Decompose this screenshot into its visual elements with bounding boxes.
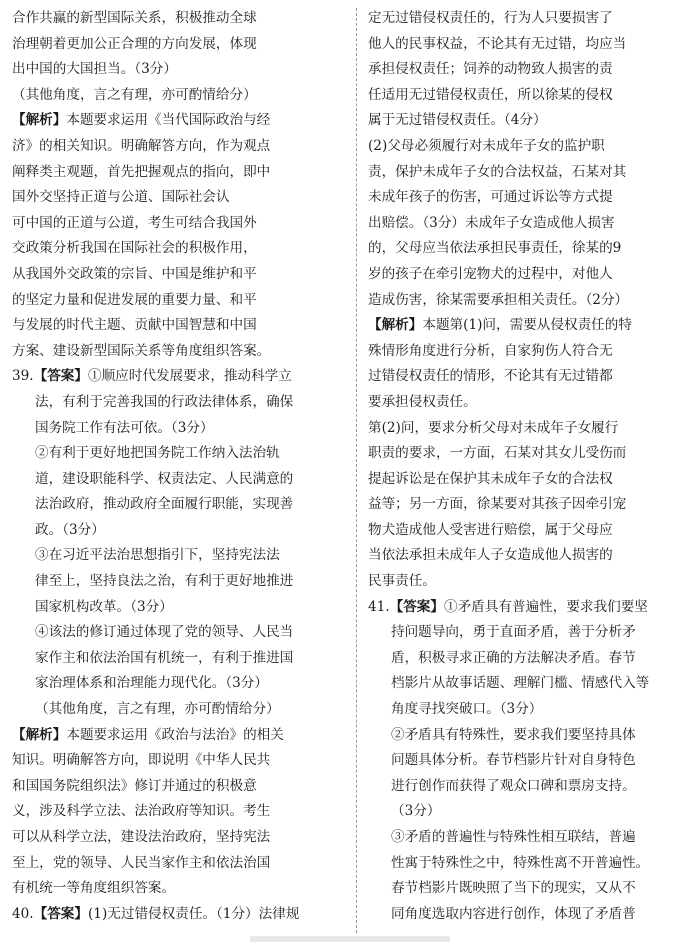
line-text: 国家机构改革。（3分） (35, 598, 173, 615)
line-text: 治理朝着更加公正合理的方向发展，体现 (12, 35, 257, 52)
text-line (12, 799, 346, 825)
line-text: （其他角度，言之有理，亦可酌情给分） (35, 701, 280, 718)
text-line (12, 543, 346, 569)
text-line (12, 518, 346, 544)
line-text: (2)父母必须履行对未成年子女的监护职 (368, 137, 605, 154)
text-line (368, 697, 686, 723)
text-line (12, 671, 346, 697)
text-line (12, 697, 346, 723)
text-line (12, 825, 346, 851)
line-text: 知识。明确解答方向，即说明《中华人民共 (12, 752, 271, 769)
line-text: 未成年孩子的伤害，可通过诉讼等方式提 (368, 189, 613, 206)
line-text: 责，保护未成年子女的合法权益，石某对其 (368, 163, 627, 180)
line-text: 可以从科学立法，建设法治政府，坚持宪法 (12, 829, 271, 845)
text-line (368, 390, 686, 416)
text-line (368, 160, 686, 186)
text-line (12, 620, 346, 646)
text-line (368, 799, 686, 825)
text-line (12, 32, 346, 58)
line-text: 春节档影片既映照了当下的现实，又从不 (391, 880, 636, 897)
line-text: 当依法承担未成年人子女造成他人损害的 (368, 547, 613, 564)
text-line (12, 902, 346, 928)
text-line (12, 262, 346, 288)
text-line (12, 390, 346, 416)
text-line (368, 723, 686, 749)
text-line (12, 748, 346, 774)
line-text: 岁的孩子在牵引宠物犬的过程中，对他人 (368, 265, 613, 282)
line-text: 方案、建设新型国际关系等角度组织答案。 (12, 342, 271, 359)
line-text: (1)无过错侵权责任。（1分）法律规 (88, 905, 300, 922)
line-text: 法治政府，推动政府全面履行职能，实现善 (35, 496, 294, 513)
line-text: 从我国外交政策的宗旨、中国是维护和平 (12, 265, 257, 282)
line-text: 本题要求运用《当代国际政治与经 (66, 112, 271, 129)
text-line (12, 441, 346, 467)
line-text: 物犬造成他人受害进行赔偿，属于父母应 (368, 521, 613, 538)
line-text: 同角度选取内容进行创作，体现了矛盾普 (391, 905, 636, 922)
text-line (368, 851, 686, 877)
text-line (368, 83, 686, 109)
text-line (368, 748, 686, 774)
line-text: （3分） (391, 803, 441, 820)
section-label: 【答案】 (33, 905, 88, 922)
line-text: 国外交坚持正道与公道、国际社会认 (12, 189, 230, 206)
text-line (368, 416, 686, 442)
line-text: 过错侵权责任的情形，不论其有无过错都 (368, 368, 613, 385)
text-line (368, 518, 686, 544)
line-text: ①顺应时代发展要求，推动科学立 (88, 368, 292, 385)
line-text: 合作共赢的新型国际关系，积极推动全球 (12, 10, 257, 26)
section-label: 【解析】 (368, 317, 423, 334)
line-text: 阐释类主观题，首先把握观点的指向，即中 (12, 163, 271, 180)
text-line (368, 569, 686, 595)
text-line (368, 236, 686, 262)
text-line (368, 492, 686, 518)
line-text: 法，有利于完善我国的行政法律体系，确保 (35, 393, 294, 410)
text-line (12, 134, 346, 160)
line-text: ②有利于更好地把国务院工作纳入法治轨 (35, 445, 280, 462)
line-text: 益等；另一方面，徐某要对其孩子因牵引宠 (368, 496, 627, 513)
line-text: 出赔偿。（3分）未成年子女造成他人损害 (368, 214, 615, 231)
text-line (368, 646, 686, 672)
text-line (368, 339, 686, 365)
text-line (12, 364, 346, 390)
text-line (368, 825, 686, 851)
text-line (368, 441, 686, 467)
text-line (12, 595, 346, 621)
text-line (368, 57, 686, 83)
line-text: 和国国务院组织法》修订并通过的积极意 (12, 777, 257, 794)
text-line (12, 83, 346, 109)
line-text: 持问题导向，勇于直面矛盾，善于分析矛 (391, 624, 636, 641)
line-text: 的，父母应当依法承担民事责任，徐某的9 (368, 240, 622, 257)
column-divider (356, 8, 357, 933)
text-line (368, 467, 686, 493)
line-text: 律至上，坚持良法之治，有利于更好地推进 (35, 573, 294, 590)
line-text: ④该法的修订通过体现了党的领导、人民当 (35, 624, 294, 641)
line-text: 至上，党的领导、人民当家作主和依法治国 (12, 854, 271, 871)
text-line (368, 671, 686, 697)
text-line (12, 467, 346, 493)
text-line (368, 774, 686, 800)
line-text: 交政策分析我国在国际社会的积极作用， (12, 240, 257, 257)
line-text: 要承担侵权责任。 (368, 393, 477, 410)
text-line (368, 876, 686, 902)
line-text: 档影片从故事话题、理解门槛、情感代入等 (391, 675, 650, 692)
text-line (12, 57, 346, 83)
text-line (368, 108, 686, 134)
question-number: 39. (12, 368, 34, 385)
text-line (12, 211, 346, 237)
text-line (368, 595, 686, 621)
text-line (12, 313, 346, 339)
text-line (12, 569, 346, 595)
text-line (12, 851, 346, 877)
text-line (368, 262, 686, 288)
text-line (12, 160, 346, 186)
line-text: 可中国的正道与公道，考生可结合我国外 (12, 214, 257, 231)
text-line (368, 134, 686, 160)
line-text: 有机统一等角度组织答案。 (12, 880, 176, 897)
line-text: 任适用无过错侵权责任，所以徐某的侵权 (368, 86, 613, 103)
line-text: 殊情形角度进行分析，自家狗伤人符合无 (368, 342, 613, 359)
text-line (12, 236, 346, 262)
line-text: 与发展的时代主题、贡献中国智慧和中国 (12, 317, 257, 334)
text-line (12, 108, 346, 134)
line-text: ②矛盾具有特殊性，要求我们要坚持具体 (391, 726, 636, 743)
line-text: 本题要求运用《政治与法治》的相关 (66, 726, 284, 743)
text-line (12, 339, 346, 365)
line-text: 定无过错侵权责任的，行为人只要损害了 (368, 10, 613, 26)
line-text: 本题第(1)问，需要从侵权责任的特 (422, 317, 632, 334)
line-text: ③矛盾的普遍性与特殊性相互联结，普遍 (391, 829, 636, 845)
line-text: 属于无过错侵权责任。（4分） (368, 112, 547, 129)
line-text: 他人的民事权益，不论其有无过错，均应当 (368, 35, 627, 52)
text-line (368, 211, 686, 237)
line-text: 问题具体分析。春节档影片针对自身特色 (391, 752, 636, 769)
question-number: 41. (368, 598, 390, 615)
text-line (368, 6, 686, 32)
line-text: 国务院工作有法可依。（3分） (35, 419, 214, 436)
line-text: 性寓于特殊性之中，特殊性离不开普遍性。 (391, 854, 650, 871)
line-text: 盾，积极寻求正确的方法解决矛盾。春节 (391, 649, 636, 666)
section-label: 【答案】 (33, 368, 88, 385)
left-column (12, 6, 346, 927)
text-line (368, 902, 686, 928)
line-text: 道，建设职能科学、权责法定、人民满意的 (35, 470, 294, 487)
text-line (368, 620, 686, 646)
line-text: 义，涉及科学立法、法治政府等知识。考生 (12, 803, 271, 820)
section-label: 【解析】 (12, 112, 67, 129)
text-line (12, 288, 346, 314)
footer-text-faint (250, 936, 450, 942)
text-line (12, 6, 346, 32)
text-line (12, 646, 346, 672)
line-text: 进行创作而获得了观众口碑和票房支持。 (391, 777, 636, 794)
line-text: 角度寻找突破口。（3分） (391, 701, 543, 718)
line-text: 民事责任。 (368, 573, 436, 590)
section-label: 【答案】 (389, 598, 444, 615)
text-line (12, 774, 346, 800)
line-text: 出中国的大国担当。（3分） (12, 61, 177, 78)
text-line (368, 543, 686, 569)
line-text: 家治理体系和治理能力现代化。（3分） (35, 675, 268, 692)
text-line (368, 364, 686, 390)
text-line (368, 288, 686, 314)
line-text: 造成伤害，徐某需要承担相关责任。（2分） (368, 291, 629, 308)
text-line (368, 185, 686, 211)
right-column (368, 6, 686, 927)
line-text: 承担侵权责任；饲养的动物致人损害的责 (368, 61, 613, 78)
line-text: ③在习近平法治思想指引下，坚持宪法法 (35, 547, 280, 564)
line-text: 政。（3分） (35, 521, 105, 538)
section-label: 【解析】 (12, 726, 67, 743)
question-number: 40. (12, 905, 34, 922)
text-line (368, 313, 686, 339)
line-text: （其他角度，言之有理，亦可酌情给分） (12, 86, 257, 103)
text-line (12, 723, 346, 749)
text-line (368, 32, 686, 58)
text-line (12, 492, 346, 518)
line-text: 职责的要求，一方面，石某对其女儿受伤而 (368, 445, 627, 462)
line-text: ①矛盾具有普遍性，要求我们要坚 (444, 598, 648, 615)
line-text: 提起诉讼是在保护其未成年子女的合法权 (368, 470, 613, 487)
line-text: 济》的相关知识。明确解答方向，作为观点 (12, 137, 271, 154)
text-line (12, 185, 346, 211)
text-line (12, 876, 346, 902)
text-line (12, 416, 346, 442)
line-text: 家作主和依法治国有机统一，有利于推进国 (35, 649, 294, 666)
line-text: 的坚定力量和促进发展的重要力量、和平 (12, 291, 257, 308)
line-text: 第(2)问，要求分析父母对未成年子女履行 (368, 419, 619, 436)
